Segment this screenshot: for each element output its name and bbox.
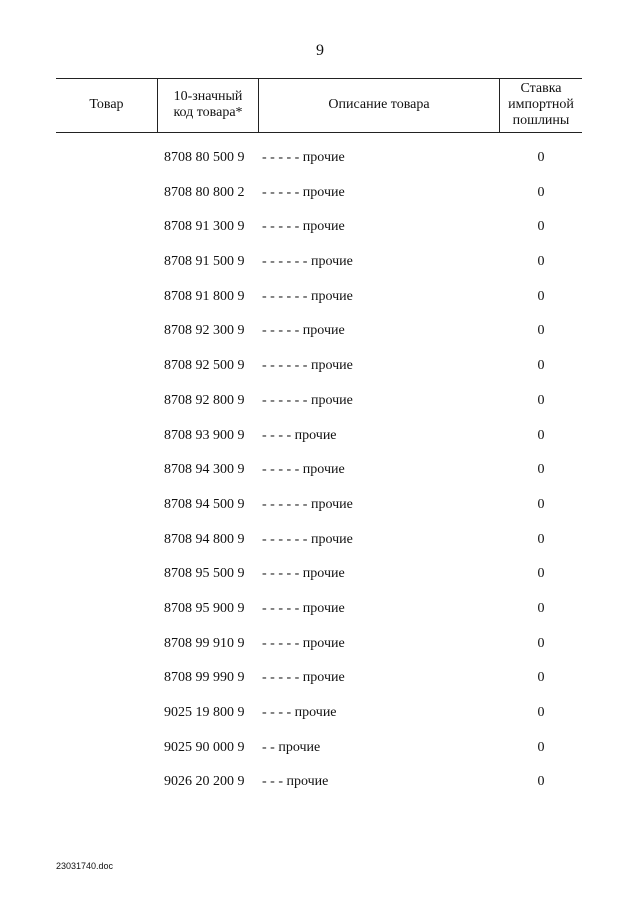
description-cell: - - - - - прочие bbox=[262, 219, 345, 235]
table-row bbox=[0, 738, 640, 773]
rate-cell: 0 bbox=[537, 323, 545, 339]
code-cell: 8708 95 900 9 bbox=[164, 600, 245, 616]
table-row bbox=[0, 530, 640, 565]
description-cell: - - - прочие bbox=[262, 774, 329, 790]
rate-cell: 0 bbox=[537, 184, 545, 200]
table-row bbox=[0, 634, 640, 669]
rate-cell: 0 bbox=[537, 496, 545, 512]
rate-cell: 0 bbox=[537, 705, 545, 720]
rate-cell: 0 bbox=[537, 531, 545, 547]
table-row bbox=[0, 668, 640, 703]
page-number: 9 bbox=[316, 42, 324, 59]
rate-cell: 0 bbox=[537, 358, 545, 374]
description-cell: - - - - - прочие bbox=[262, 670, 345, 686]
description-cell: - - - - - прочие bbox=[262, 566, 345, 582]
description-cell: - - - - - прочие bbox=[262, 150, 345, 165]
description-cell: - - - - прочие bbox=[262, 427, 337, 443]
code-cell: 9026 20 200 9 bbox=[164, 774, 245, 790]
rate-cell: 0 bbox=[537, 670, 545, 686]
rate-cell: 0 bbox=[537, 635, 545, 651]
description-cell: - - - - - прочие bbox=[262, 323, 345, 339]
table-row bbox=[0, 772, 640, 807]
table-row bbox=[0, 460, 640, 495]
table-row bbox=[0, 495, 640, 530]
rate-cell: 0 bbox=[537, 150, 545, 165]
code-cell: 8708 92 800 9 bbox=[164, 392, 245, 408]
description-cell: - - - - - - прочие bbox=[262, 531, 353, 547]
header-code-label: 10-значный код товара* bbox=[173, 89, 243, 120]
rate-cell: 0 bbox=[537, 600, 545, 616]
code-cell: 8708 80 800 2 bbox=[164, 184, 245, 200]
header-product: Товар bbox=[89, 97, 124, 112]
table-row bbox=[0, 391, 640, 426]
table-row bbox=[0, 183, 640, 218]
code-cell: 8708 92 500 9 bbox=[164, 358, 245, 374]
rate-cell: 0 bbox=[537, 774, 545, 790]
code-cell: 8708 94 300 9 bbox=[164, 462, 245, 478]
code-cell: 8708 93 900 9 bbox=[164, 427, 245, 443]
table-row bbox=[0, 599, 640, 634]
rate-cell: 0 bbox=[537, 219, 545, 235]
rate-cell: 0 bbox=[537, 739, 545, 755]
code-cell: 8708 94 800 9 bbox=[164, 531, 245, 547]
table-body bbox=[0, 148, 640, 807]
code-cell: 8708 91 300 9 bbox=[164, 219, 245, 235]
table-row bbox=[0, 426, 640, 461]
header-rate-label: Ставка импортной пошлины bbox=[508, 81, 574, 128]
code-cell: 8708 99 910 9 bbox=[164, 635, 245, 651]
table-row bbox=[0, 287, 640, 322]
description-cell: - - - - - - прочие bbox=[262, 254, 353, 270]
table-row bbox=[0, 356, 640, 391]
description-cell: - - - - - - прочие bbox=[262, 358, 353, 374]
header-rate bbox=[500, 78, 582, 132]
table-row bbox=[0, 217, 640, 252]
rate-cell: 0 bbox=[537, 392, 545, 408]
table-row bbox=[0, 148, 640, 183]
header-description: Описание товара bbox=[328, 97, 430, 112]
header-code bbox=[158, 78, 258, 132]
rate-cell: 0 bbox=[537, 427, 545, 443]
rate-cell: 0 bbox=[537, 462, 545, 478]
description-cell: - - - - - - прочие bbox=[262, 496, 353, 512]
code-cell: 8708 91 500 9 bbox=[164, 254, 245, 270]
description-cell: - - прочие bbox=[262, 739, 321, 755]
table-row bbox=[0, 321, 640, 356]
description-cell: - - - - - - прочие bbox=[262, 288, 353, 304]
code-cell: 8708 95 500 9 bbox=[164, 566, 245, 582]
rate-cell: 0 bbox=[537, 566, 545, 582]
code-cell: 8708 92 300 9 bbox=[164, 323, 245, 339]
description-cell: - - - - - прочие bbox=[262, 600, 345, 616]
description-cell: - - - - - - прочие bbox=[262, 392, 353, 408]
description-cell: - - - - - прочие bbox=[262, 184, 345, 200]
table-row bbox=[0, 564, 640, 599]
description-cell: - - - - - прочие bbox=[262, 462, 345, 478]
table-header-bottom-rule bbox=[56, 132, 582, 133]
table-row bbox=[0, 252, 640, 287]
code-cell: 9025 90 000 9 bbox=[164, 739, 245, 755]
description-cell: - - - - прочие bbox=[262, 705, 337, 720]
code-cell: 8708 94 500 9 bbox=[164, 496, 245, 512]
code-cell: 8708 80 500 9 bbox=[164, 150, 245, 165]
table-row bbox=[0, 703, 640, 738]
code-cell: 8708 91 800 9 bbox=[164, 288, 245, 304]
document-filename: 23031740.doc bbox=[56, 861, 114, 871]
rate-cell: 0 bbox=[537, 288, 545, 304]
code-cell: 9025 19 800 9 bbox=[164, 705, 245, 720]
description-cell: - - - - - прочие bbox=[262, 635, 345, 651]
code-cell: 8708 99 990 9 bbox=[164, 670, 245, 686]
rate-cell: 0 bbox=[537, 254, 545, 270]
